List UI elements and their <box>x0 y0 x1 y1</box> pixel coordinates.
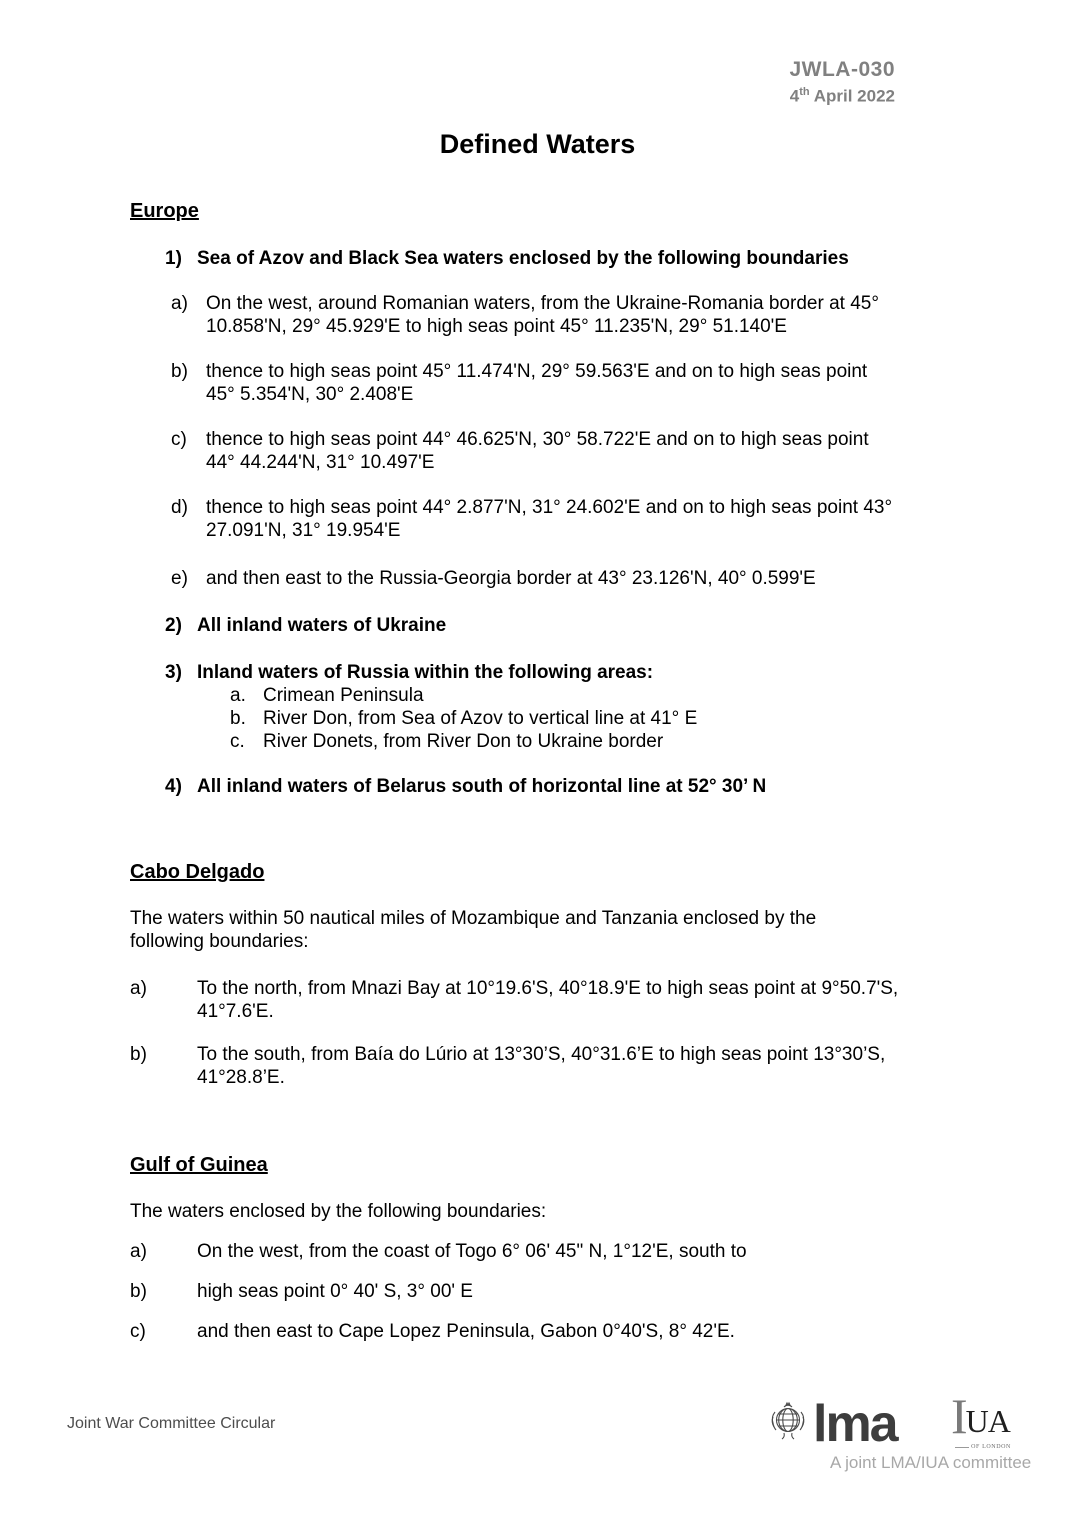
list-item-europe-3c <box>230 730 940 753</box>
document-header <box>789 57 895 107</box>
list-item-cabo-a <box>130 977 940 1023</box>
item-text: Sea of Azov and Black Sea waters enclosed by the following boundaries <box>197 248 849 269</box>
item-label: a) <box>130 978 147 999</box>
item-text: thence to high seas point 44° 46.625'N, 30° 58.722'E and on to high seas point 44° 44.244'N, 31° 10.497'E <box>206 429 869 473</box>
item-text: high seas point 0° 40' S, 3° 00' E <box>197 1281 473 1302</box>
section-heading-gulf-of-guinea: Gulf of Guinea <box>130 1154 268 1176</box>
item-text: All inland waters of Ukraine <box>197 615 447 636</box>
date-rest: April 2022 <box>813 86 895 106</box>
item-number: 1) <box>165 248 182 269</box>
page-title: Defined Waters <box>439 129 636 159</box>
list-item-europe-2 <box>165 614 940 637</box>
list-item-europe-1d <box>171 496 940 542</box>
item-number: 4) <box>165 776 182 797</box>
section-intro: The waters within 50 nautical miles of Mozambique and Tanzania enclosed by the following boundaries: <box>130 908 817 952</box>
lma-logo <box>768 1395 897 1453</box>
list-item-europe-1e <box>171 567 940 590</box>
item-label: a) <box>130 1241 147 1262</box>
iua-logo-letters <box>951 1388 1011 1444</box>
list-item-europe-1a <box>171 292 940 338</box>
item-label: b) <box>130 1044 147 1065</box>
list-item-europe-1c <box>171 428 940 474</box>
iua-logo-subtitle-text: OF LONDON <box>971 1444 1011 1450</box>
list-item-gulf-b <box>130 1280 940 1303</box>
item-text: and then east to Cape Lopez Peninsula, Gabon 0°40'S, 8° 42'E. <box>197 1321 735 1342</box>
globe-icon <box>768 1398 808 1450</box>
iua-logo-i: I <box>951 1388 968 1444</box>
item-label: b) <box>130 1281 147 1302</box>
iua-logo-ua: UA <box>965 1403 1010 1439</box>
date-day: 4 <box>789 86 800 106</box>
item-number: 3) <box>165 662 182 683</box>
document-body <box>130 199 940 1343</box>
item-text: On the west, from the coast of Togo 6° 06' 45" N, 1°12'E, south to <box>197 1241 747 1262</box>
item-text: Crimean Peninsula <box>263 685 424 706</box>
list-item-europe-3b <box>230 707 940 730</box>
item-number: 2) <box>165 615 182 636</box>
list-item-cabo-b <box>130 1043 940 1089</box>
list-item-europe-1 <box>165 247 940 270</box>
document-reference: JWLA-030 <box>789 58 895 81</box>
item-text: River Donets, from River Don to Ukraine border <box>263 731 664 752</box>
list-item-europe-3a <box>230 684 940 707</box>
item-text: thence to high seas point 44° 2.877'N, 31° 24.602'E and on to high seas point 43° 27.091'N, 31° 19.954'E <box>206 497 893 541</box>
item-text: On the west, around Romanian waters, from the Ukraine-Romania border at 45° 10.858'N, 29° 45.929'E to high seas point 45° 11.235'N, 29° 51.140'E <box>206 293 879 337</box>
section-heading-cabo-delgado: Cabo Delgado <box>130 861 265 883</box>
item-text: All inland waters of Belarus south of horizontal line at 52° 30’ N <box>197 776 767 797</box>
footer-committee-label: A joint LMA/IUA committee <box>830 1453 1032 1472</box>
list-item-gulf-c <box>130 1320 940 1343</box>
item-text: River Don, from Sea of Azov to vertical line at 41° E <box>263 708 698 729</box>
section-heading-europe: Europe <box>130 200 199 222</box>
list-item-europe-4 <box>165 775 940 798</box>
document-date <box>789 82 895 107</box>
iua-logo-rule <box>955 1447 969 1448</box>
item-text: thence to high seas point 45° 11.474'N, 29° 59.563'E and on to high seas point 45° 5.354'N, 30° 2.408'E <box>206 361 868 405</box>
item-text: To the north, from Mnazi Bay at 10°19.6'S, 40°18.9'E to high seas point at 9°50.7'S, 41°7.6'E. <box>197 978 899 1022</box>
item-label: e) <box>171 568 188 589</box>
item-label: b) <box>171 361 188 382</box>
date-ordinal: th <box>799 86 810 98</box>
item-label: b. <box>230 708 246 729</box>
item-label: a. <box>230 685 246 706</box>
lma-logo-text: lma <box>813 1395 897 1453</box>
section-intro: The waters enclosed by the following boundaries: <box>130 1201 547 1222</box>
item-label: c. <box>230 731 245 752</box>
footer-circular-label: Joint War Committee Circular <box>67 1415 276 1432</box>
item-label: c) <box>130 1321 146 1342</box>
item-text: Inland waters of Russia within the following areas: <box>197 662 654 683</box>
list-item-gulf-a <box>130 1240 940 1263</box>
iua-logo <box>951 1388 1011 1459</box>
item-text: and then east to the Russia-Georgia border at 43° 23.126'N, 40° 0.599'E <box>206 568 816 589</box>
item-label: c) <box>171 429 187 450</box>
list-item-europe-3 <box>165 661 940 684</box>
list-item-europe-1b <box>171 360 940 406</box>
item-label: d) <box>171 497 188 518</box>
item-label: a) <box>171 293 188 314</box>
item-text: To the south, from Baía do Lúrio at 13°30’S, 40°31.6’E to high seas point 13°30’S, 41°28.8’E. <box>197 1044 886 1088</box>
